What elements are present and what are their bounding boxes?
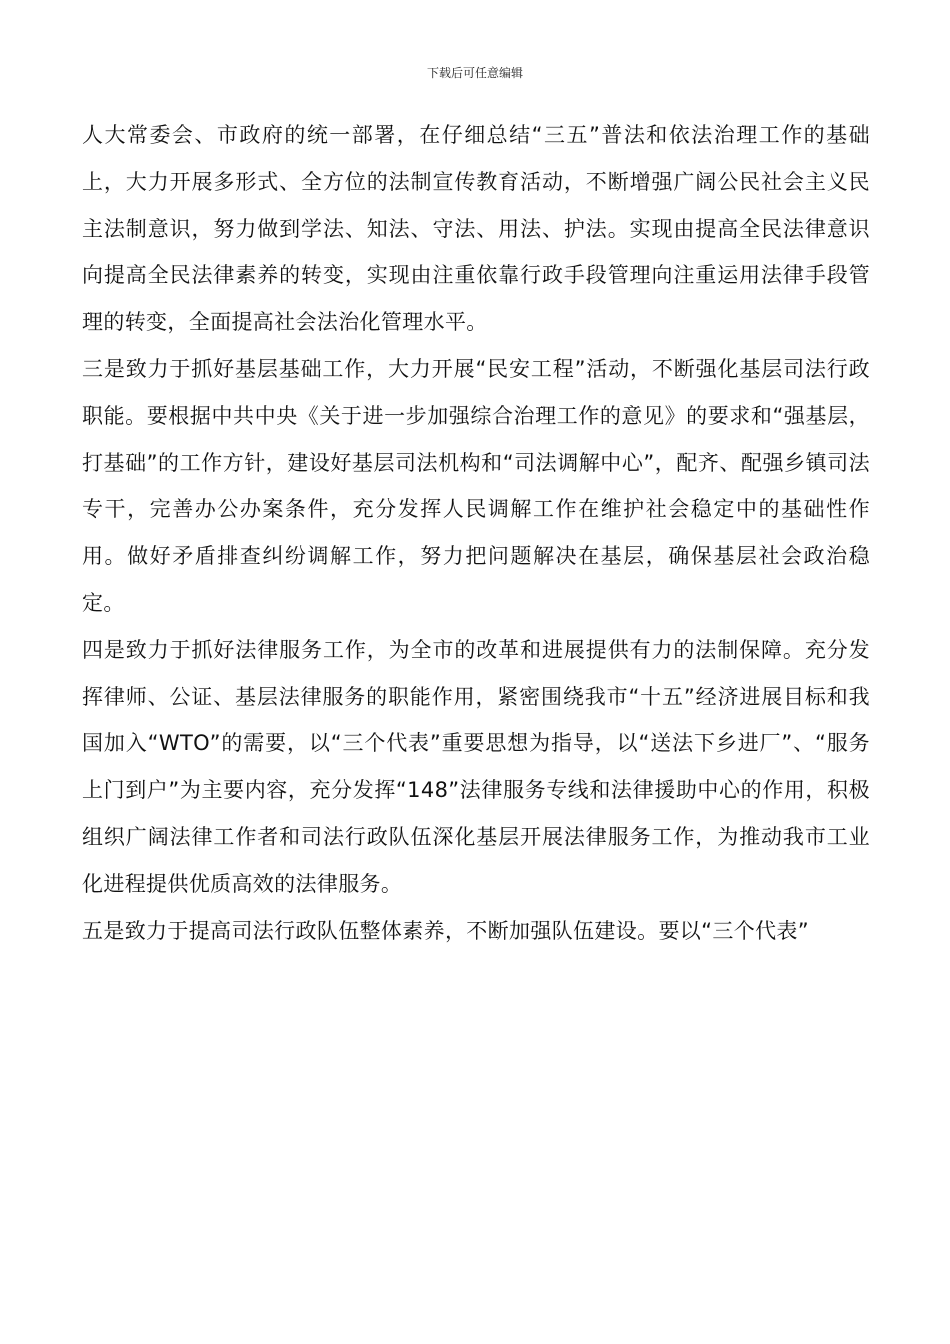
paragraph-1: 人大常委会、市政府的统一部署，在仔细总结“三五”普法和依法治理工作的基础上，大力开展多形式、全方位的法制宣传教育活动，不断增强广阔公民社会主义民主法制意识，努力做到学法、知法、守法、用法、护法。实现由提高全民法律意识向提高全民法律素养的转变，实现由注重依靠行政手段管理向注重运用法律手段管理的转变，全面提高社会法治化管理水平。 bbox=[82, 123, 870, 335]
paragraph-4: 五是致力于提高司法行政队伍整体素养，不断加强队伍建设。要以“三个代表” bbox=[82, 918, 810, 943]
paragraph-2: 三是致力于抓好基层基础工作，大力开展“民安工程”活动，不断强化基层司法行政职能。要根据中共中央《关于进一步加强综合治理工作的意见》的要求和“强基层，打基础”的工作方针，建设好基层司法机构和“司法调解中心”，配齐、配强乡镇司法专干，完善办公办案条件，充分发挥人民调解工作在维护社会稳定中的基础性作用。做好矛盾排查纠纷调解工作，努力把问题解决在基层，确保基层社会政治稳定。 bbox=[82, 356, 870, 615]
document-body bbox=[82, 112, 870, 954]
page-header: 下载后可任意编辑 bbox=[426, 66, 523, 80]
paragraph-3: 四是致力于抓好法律服务工作，为全市的改革和进展提供有力的法制保障。充分发挥律师、公证、基层法律服务的职能作用，紧密围绕我市“十五”经济进展目标和我国加入“WTO”的需要，以“三个代表”重要思想为指导，以“送法下乡进厂”、“服务上门到户”为主要内容，充分发挥“148”法律服务专线和法律援助中心的作用，积极组织广阔法律工作者和司法行政队伍深化基层开展法律服务工作，为推动我市工业化进程提供优质高效的法律服务。 bbox=[82, 637, 870, 896]
